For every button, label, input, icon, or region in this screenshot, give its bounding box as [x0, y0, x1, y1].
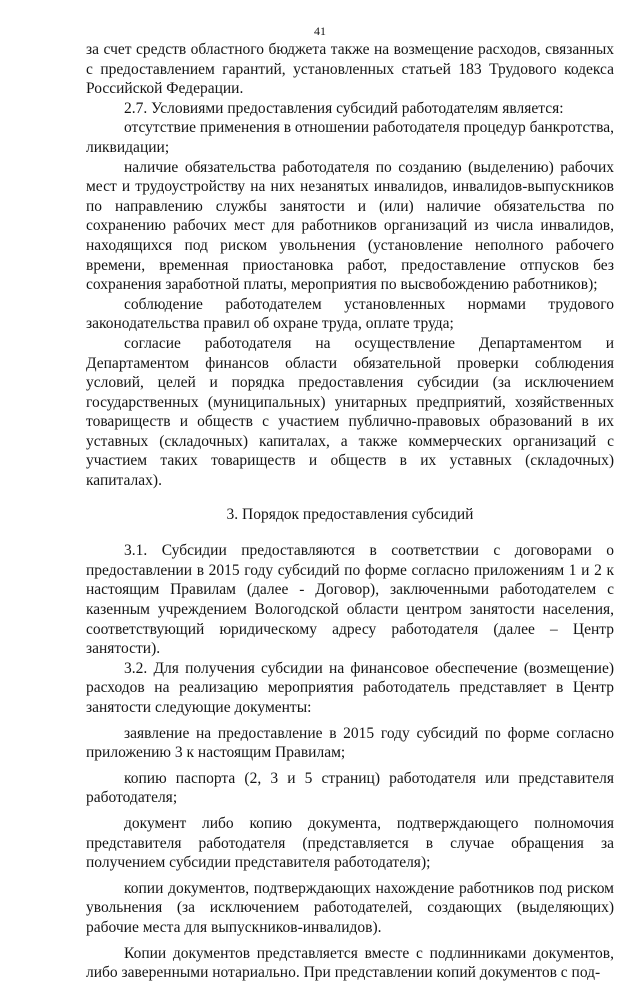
paragraph-clause-3-2: 3.2. Для получения субсидии на финансовое обеспечение (возмещение) расходов на реализацию мероприятия работодатель представляет в Центр занятости следующие документы:	[86, 659, 614, 716]
paragraph-doc-copies: Копии документов представляется вместе с подлинниками документов, либо заверенными нотариально. При представлении копий документов с под-	[86, 944, 614, 982]
paragraph-doc-dismissal-risk: копии документов, подтверждающих нахождение работников под риском увольнения (за исключением работодателей, создающих (выделяющих) рабочие места для выпускников-инвалидов).	[86, 879, 614, 936]
paragraph-condition-jobs: наличие обязательства работодателя по созданию (выделению) рабочих мест и трудоустройству на них незанятых инвалидов, инвалидов-выпускников по направлению службы занятости и (или) наличие обязательства по сохранению рабочих мест для работников организаций из числа инвалидов, находящихся под риском увольнения (установление неполного рабочего времени, временная приостановка работ, предоставление отпусков без сохранения заработной платы, мероприятия по высвобождению работников);	[86, 158, 614, 294]
document-body	[86, 40, 614, 983]
paragraph-doc-passport: копию паспорта (2, 3 и 5 страниц) работодателя или представителя работодателя;	[86, 769, 614, 807]
paragraph-condition-consent: согласие работодателя на осуществление Департаментом и Департаментом финансов области обязательной проверки соблюдения условий, целей и порядка предоставления субсидии (за исключением государственных (муниципальных) унитарных предприятий, хозяйственных товариществ и обществ с участием публично-правовых образований в их уставных (складочных) капиталах, а также коммерческих организаций с участием таких товариществ и обществ в их уставных (складочных) капиталах).	[86, 334, 614, 490]
paragraph-clause-2-7: 2.7. Условиями предоставления субсидий работодателям является:	[124, 99, 564, 117]
paragraph-continuation: за счет средств областного бюджета также на возмещение расходов, связанных с предоставлением гарантий, установленных статьей 183 Трудового кодекса Российской Федерации.	[86, 41, 614, 98]
paragraph-clause-3-1: 3.1. Субсидии предоставляются в соответствии с договорами о предоставлении в 2015 году субсидий по форме согласно приложениям 1 и 2 к настоящим Правилам (далее - Договор), заключенными работодателем с казенным учреждением Вологодской области центром занятости населения, соответствующий юридическому адресу работодателя (далее – Центр занятости).	[86, 542, 614, 658]
page-number: 41	[314, 24, 326, 38]
paragraph-doc-application: заявление на предоставление в 2015 году субсидий по форме согласно приложению 3 к настоящим Правилам;	[86, 724, 614, 762]
paragraph-condition-bankruptcy: отсутствие применения в отношении работодателя процедур банкротства, ликвидации;	[86, 119, 614, 156]
paragraph-doc-authority: документ либо копию документа, подтверждающего полномочия представителя работодателя (представляется в случае обращения за получением субсидии представителя работодателя);	[86, 814, 614, 872]
section-heading: 3. Порядок предоставления субсидий	[226, 505, 474, 523]
paragraph-condition-labor-law: соблюдение работодателем установленных нормами трудового законодательства правил об охране труда, оплате труда;	[86, 295, 614, 333]
